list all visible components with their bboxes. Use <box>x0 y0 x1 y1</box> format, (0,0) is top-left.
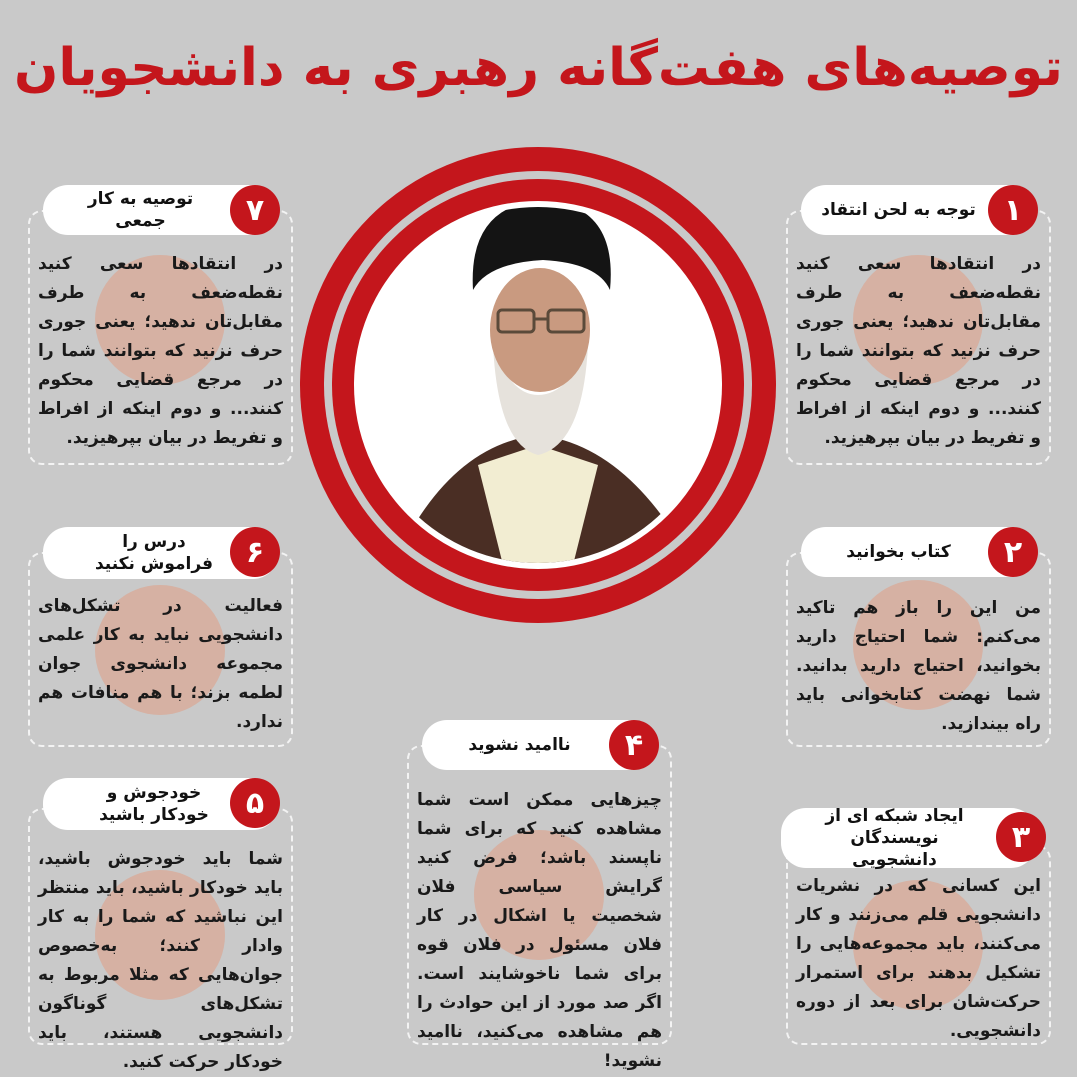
card-7-heading: توصیه به کار جمعی <box>43 185 278 235</box>
page-title: توصیه‌های هفت‌گانه رهبری به دانشجویان <box>14 38 1063 98</box>
card-5-number: ۵ <box>230 778 280 828</box>
card-2-body: من این را باز هم تاکید می‌کنم: شما احتیاج دارید بخوانید، احتیاج دارید بدانید. شما نهضت کتابخوانی باید راه بیندازید. <box>796 598 1041 734</box>
card-5-heading: خودجوش و خودکار باشید <box>43 778 278 830</box>
card-3-heading: ایجاد شبکه ای از نویسندگان دانشجویی <box>781 808 1036 868</box>
card-2-heading: کتاب بخوانید <box>801 527 1036 577</box>
card-5-body: شما باید خودجوش باشید، باید خودکار باشید، باید منتظر این نباشید که شما را به کار وادار کنند؛ به‌خصوص جوان‌هایی که مثلا مربوط به تشکل‌های گوناگون دانشجویی هستند، باید خودکار حرکت کنید. <box>38 849 283 1072</box>
card-3-number: ۳ <box>996 812 1046 862</box>
card-2-number: ۲ <box>988 527 1038 577</box>
card-4-number: ۴ <box>609 720 659 770</box>
portrait <box>298 145 778 625</box>
card-4-body: چیزهایی ممکن است شما مشاهده کنید که برای شما ناپسند باشد؛ فرض کنید گرایش سیاسی فلان شخصیت یا اشکال در کار فلان مسئول در فلان قوه برای شما ناخوشایند است. اگر صد مورد از این حوادث را هم مشاهده می‌کنید، ناامید نشوید! <box>417 790 662 1071</box>
card-6-heading: درس را فراموش نکنید <box>43 527 278 579</box>
card-1-heading: توجه به لحن انتقاد <box>801 185 1036 235</box>
card-6-number: ۶ <box>230 527 280 577</box>
card-1-body: در انتقادها سعی کنید نقطه‌ضعف به طرف مقابل‌تان ندهید؛ یعنی جوری حرف نزنید که بتوانند شما را در مرجع قضایی محکوم کنند... و دوم اینکه از افراط و تفریط در بیان بپرهیزید. <box>796 254 1041 448</box>
card-7-number: ۷ <box>230 185 280 235</box>
card-3-body: این کسانی که در نشریات دانشجویی قلم می‌زنند و کار می‌کنند، باید مجموعه‌هایی را تشکیل بدهند برای استمرار حرکت‌شان برای بعد از دوره دانشجویی. <box>796 876 1041 1041</box>
card-1-number: ۱ <box>988 185 1038 235</box>
card-7-body: در انتقادها سعی کنید نقطه‌ضعف به طرف مقابل‌تان ندهید؛ یعنی جوری حرف نزنید که بتوانند شما را در مرجع قضایی محکوم کنند... و دوم اینکه از افراط و تفریط در بیان بپرهیزید. <box>38 254 283 448</box>
card-4-heading: ناامید نشوید <box>422 720 657 770</box>
card-6-body: فعالیت در تشکل‌های دانشجویی نباید به کار علمی مجموعه دانشجوی جوان لطمه بزند؛ با هم منافات هم ندارد. <box>38 596 283 732</box>
portrait-frame <box>298 145 778 625</box>
